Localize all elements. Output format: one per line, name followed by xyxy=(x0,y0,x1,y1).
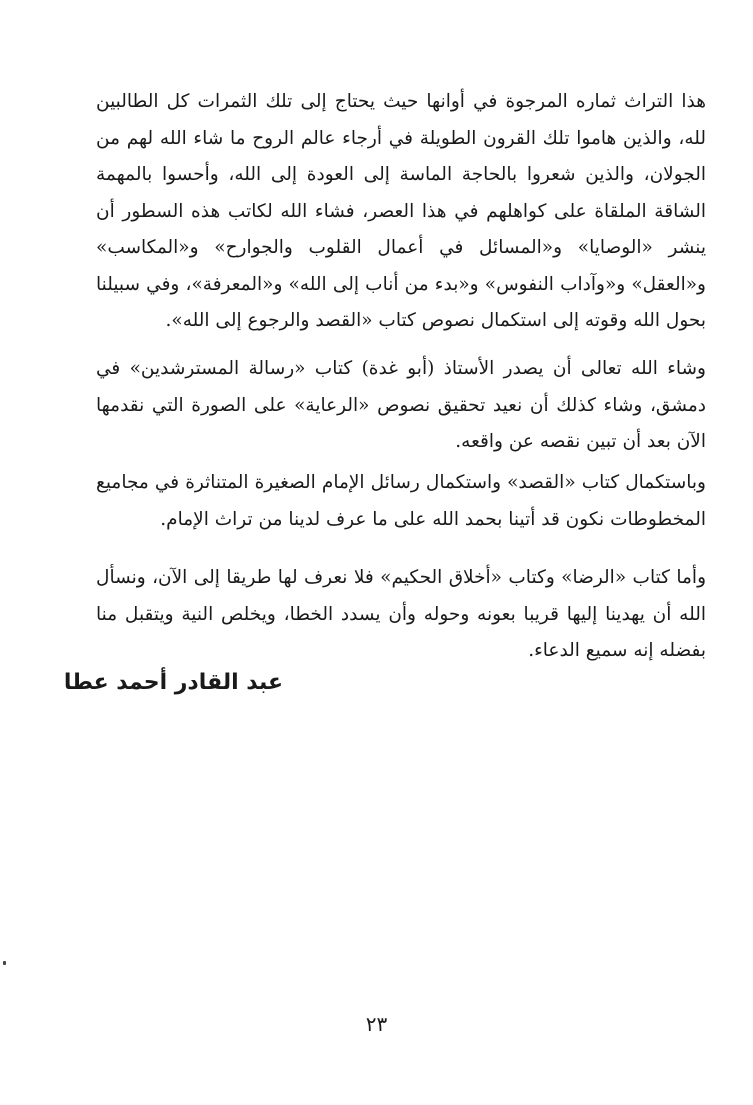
page-number: ٢٣ xyxy=(365,1012,388,1036)
paragraph-text: وشاء الله تعالى أن يصدر الأستاذ (أبو غدة) كتاب «رسالة المسترشدين» في دمشق، وشاء كذلك أن نعيد تحقيق نصوص «الرعاية» على الصورة التي نقدمها الآن بعد أن تبين نقصه عن واقعه. xyxy=(96,358,706,452)
paragraph-3 xyxy=(96,465,706,538)
paragraph-1 xyxy=(96,84,706,340)
author-signature: عبد القادر أحمد عطا xyxy=(63,670,283,695)
paragraph-2 xyxy=(96,351,706,461)
paragraph-text: وأما كتاب «الرضا» وكتاب «أخلاق الحكيم» فلا نعرف لها طريقا إلى الآن، ونسأل الله أن يهدينا إليها قريبا بعونه وحوله وأن يسدد الخطا، ويخلص النية ويتقبل منا بفضله إنه سميع الدعاء. xyxy=(96,567,706,661)
paragraph-text: وباستكمال كتاب «القصد» واستكمال رسائل الإمام الصغيرة المتناثرة في مجاميع المخطوطات نكون قد أتينا بحمد الله على ما عرف لدينا من تراث الإمام. xyxy=(96,472,706,530)
scan-mark xyxy=(3,961,6,965)
paragraph-4 xyxy=(96,560,706,670)
paragraph-text: هذا التراث ثماره المرجوة في أوانها حيث يحتاج إلى تلك الثمرات كل الطالبين لله، والذين هاموا تلك القرون الطويلة في أرجاء عالم الروح ما شاء الله لهم من الجولان، والذين شعروا بالحاجة الماسة إلى العودة إلى الله، وأحسوا بالمهمة الشاقة الملقاة على كواهلهم في هذا العصر، فشاء الله لكاتب هذه السطور أن ينشر «الوصايا» و«المسائل في أعمال القلوب والجوارح» و«المكاسب» و«العقل» و«وآداب النفوس» و«بدء من أناب إلى الله» و«المعرفة»، وفي سبيلنا بحول الله وقوته إلى استكمال نصوص كتاب «القصد والرجوع إلى الله». xyxy=(96,91,706,331)
